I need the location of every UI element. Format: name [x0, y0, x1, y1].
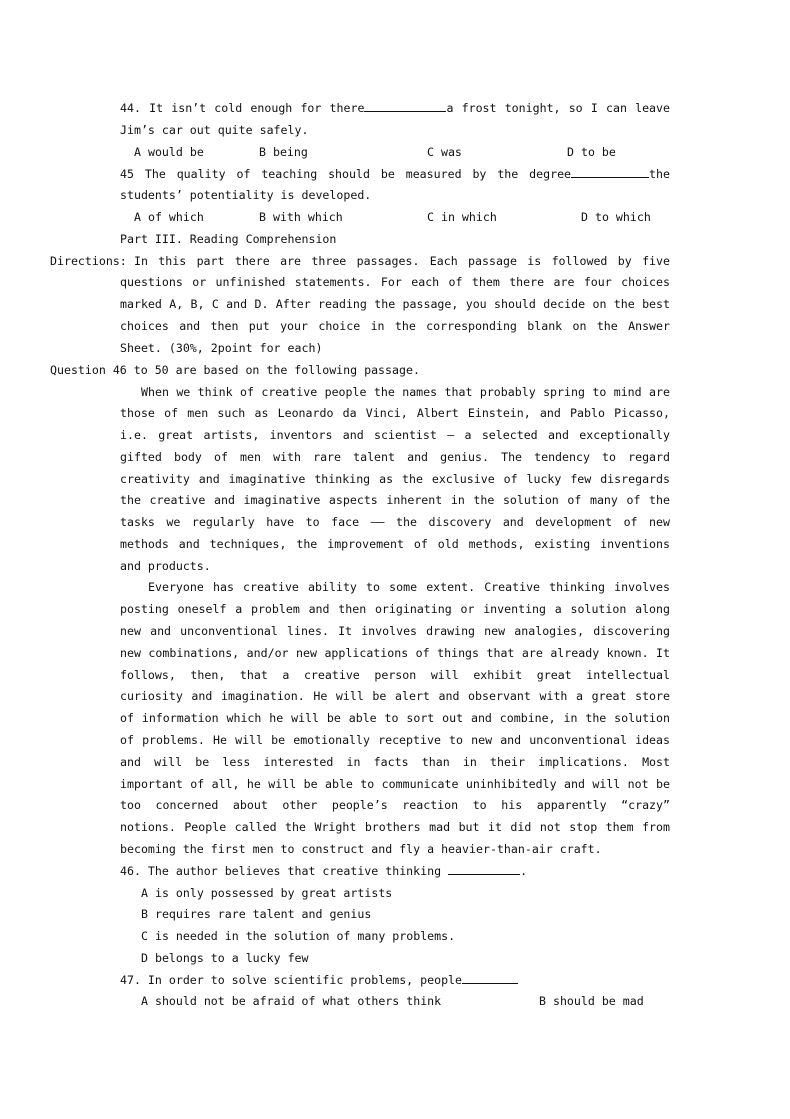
passage-line: of information which he will be able to sort out and combine, in the solution	[120, 711, 670, 725]
passage-line: new combinations, and/or new applications of things that are already known. It	[120, 646, 670, 660]
q45-stem-line2: students’ potentiality is developed.	[120, 188, 372, 202]
q45-option-d[interactable]: D to which	[581, 210, 651, 224]
q46-option-d[interactable]: D belongs to a lucky few	[141, 951, 309, 965]
q47-option-a[interactable]: A should not be afraid of what others think	[141, 994, 442, 1008]
passage-line: important of all, he will be able to communicate uninhibitedly and will not be	[120, 777, 670, 791]
q45-option-b[interactable]: B with which	[259, 210, 343, 224]
passage-line: tasks we regularly have to face —— the discovery and development of new	[120, 515, 670, 529]
q47-stem: 47. In order to solve scientific problems, people	[120, 972, 518, 988]
q45-stem-line1: 45 The quality of teaching should be measured by the degree the	[120, 167, 670, 181]
q44-option-b[interactable]: B being	[259, 145, 308, 159]
passage-line: posting oneself a problem and then originating or inventing a solution along	[120, 602, 670, 616]
passage-line: creativity and imaginative thinking as the exclusive of lucky few disregards	[120, 472, 670, 486]
directions-line: Sheet. (30%, 2point for each)	[120, 341, 323, 355]
q45-blank[interactable]	[571, 177, 649, 178]
passage-line: follows, then, that a creative person will exhibit great intellectual	[120, 668, 670, 682]
passage-line: becoming the first men to construct and fly a heavier-than-air craft.	[120, 842, 602, 856]
directions-line: marked A, B, C and D. After reading the passage, you should decide on the best	[120, 297, 670, 311]
passage-line: gifted body of men with rare talent and genius. The tendency to regard	[120, 450, 670, 464]
passage-line: the creative and imaginative aspects inherent in the solution of many of the	[120, 493, 670, 507]
section-title: Part III. Reading Comprehension	[120, 232, 337, 246]
passage-line: notions. People called the Wright brothers mad but it did not stop them from	[120, 820, 670, 834]
passage-line: i.e. great artists, inventors and scientist — a selected and exceptionally	[120, 428, 670, 442]
q44-option-d[interactable]: D to be	[567, 145, 616, 159]
q46-option-b[interactable]: B requires rare talent and genius	[141, 907, 372, 921]
passage-line: and products.	[120, 559, 211, 573]
q45-option-a[interactable]: A of which	[134, 210, 204, 224]
q46-stem: 46. The author believes that creative thinking .	[120, 864, 528, 878]
directions-line: questions or unfinished statements. For each of them there are four choices	[120, 275, 670, 289]
passage-line: methods and techniques, the improvement of old methods, existing inventions	[120, 537, 670, 551]
passage-line: curiosity and imagination. He will be alert and observant with a great store	[120, 689, 670, 703]
directions-label: Directions:	[50, 254, 127, 268]
q44-stem-line1: 44. It isn’t cold enough for there a frost tonight, so I can leave	[120, 101, 670, 115]
directions-line: In this part there are three passages. Each passage is followed by five	[134, 254, 670, 268]
q47-option-b[interactable]: B should be mad	[539, 994, 644, 1008]
q46-option-c[interactable]: C is needed in the solution of many problems.	[141, 929, 456, 943]
q47-blank[interactable]	[462, 983, 518, 984]
passage-intro: Question 46 to 50 are based on the following passage.	[50, 363, 420, 377]
passage-line: Everyone has creative ability to some extent. Creative thinking involves	[148, 580, 670, 594]
q44-option-a[interactable]: A would be	[134, 145, 204, 159]
q44-stem-line2: Jim’s car out quite safely.	[120, 123, 309, 137]
passage-line: of problems. He will be emotionally receptive to new and unconventional ideas	[120, 733, 670, 747]
passage-line: too concerned about other people’s reaction to his apparently “crazy”	[120, 798, 670, 812]
q45-option-c[interactable]: C in which	[427, 210, 497, 224]
passage-line: and will be less interested in facts than in their implications. Most	[120, 755, 670, 769]
q46-blank[interactable]	[448, 874, 520, 875]
q44-option-c[interactable]: C was	[427, 145, 462, 159]
passage-line: those of men such as Leonardo da Vinci, Albert Einstein, and Pablo Picasso,	[120, 406, 670, 420]
passage-line: When we think of creative people the names that probably spring to mind are	[141, 385, 670, 399]
passage-line: new and unconventional lines. It involves drawing new analogies, discovering	[120, 624, 670, 638]
q46-option-a[interactable]: A is only possessed by great artists	[141, 886, 393, 900]
directions-line: choices and then put your choice in the corresponding blank on the Answer	[120, 319, 670, 333]
q44-blank[interactable]	[364, 111, 446, 112]
